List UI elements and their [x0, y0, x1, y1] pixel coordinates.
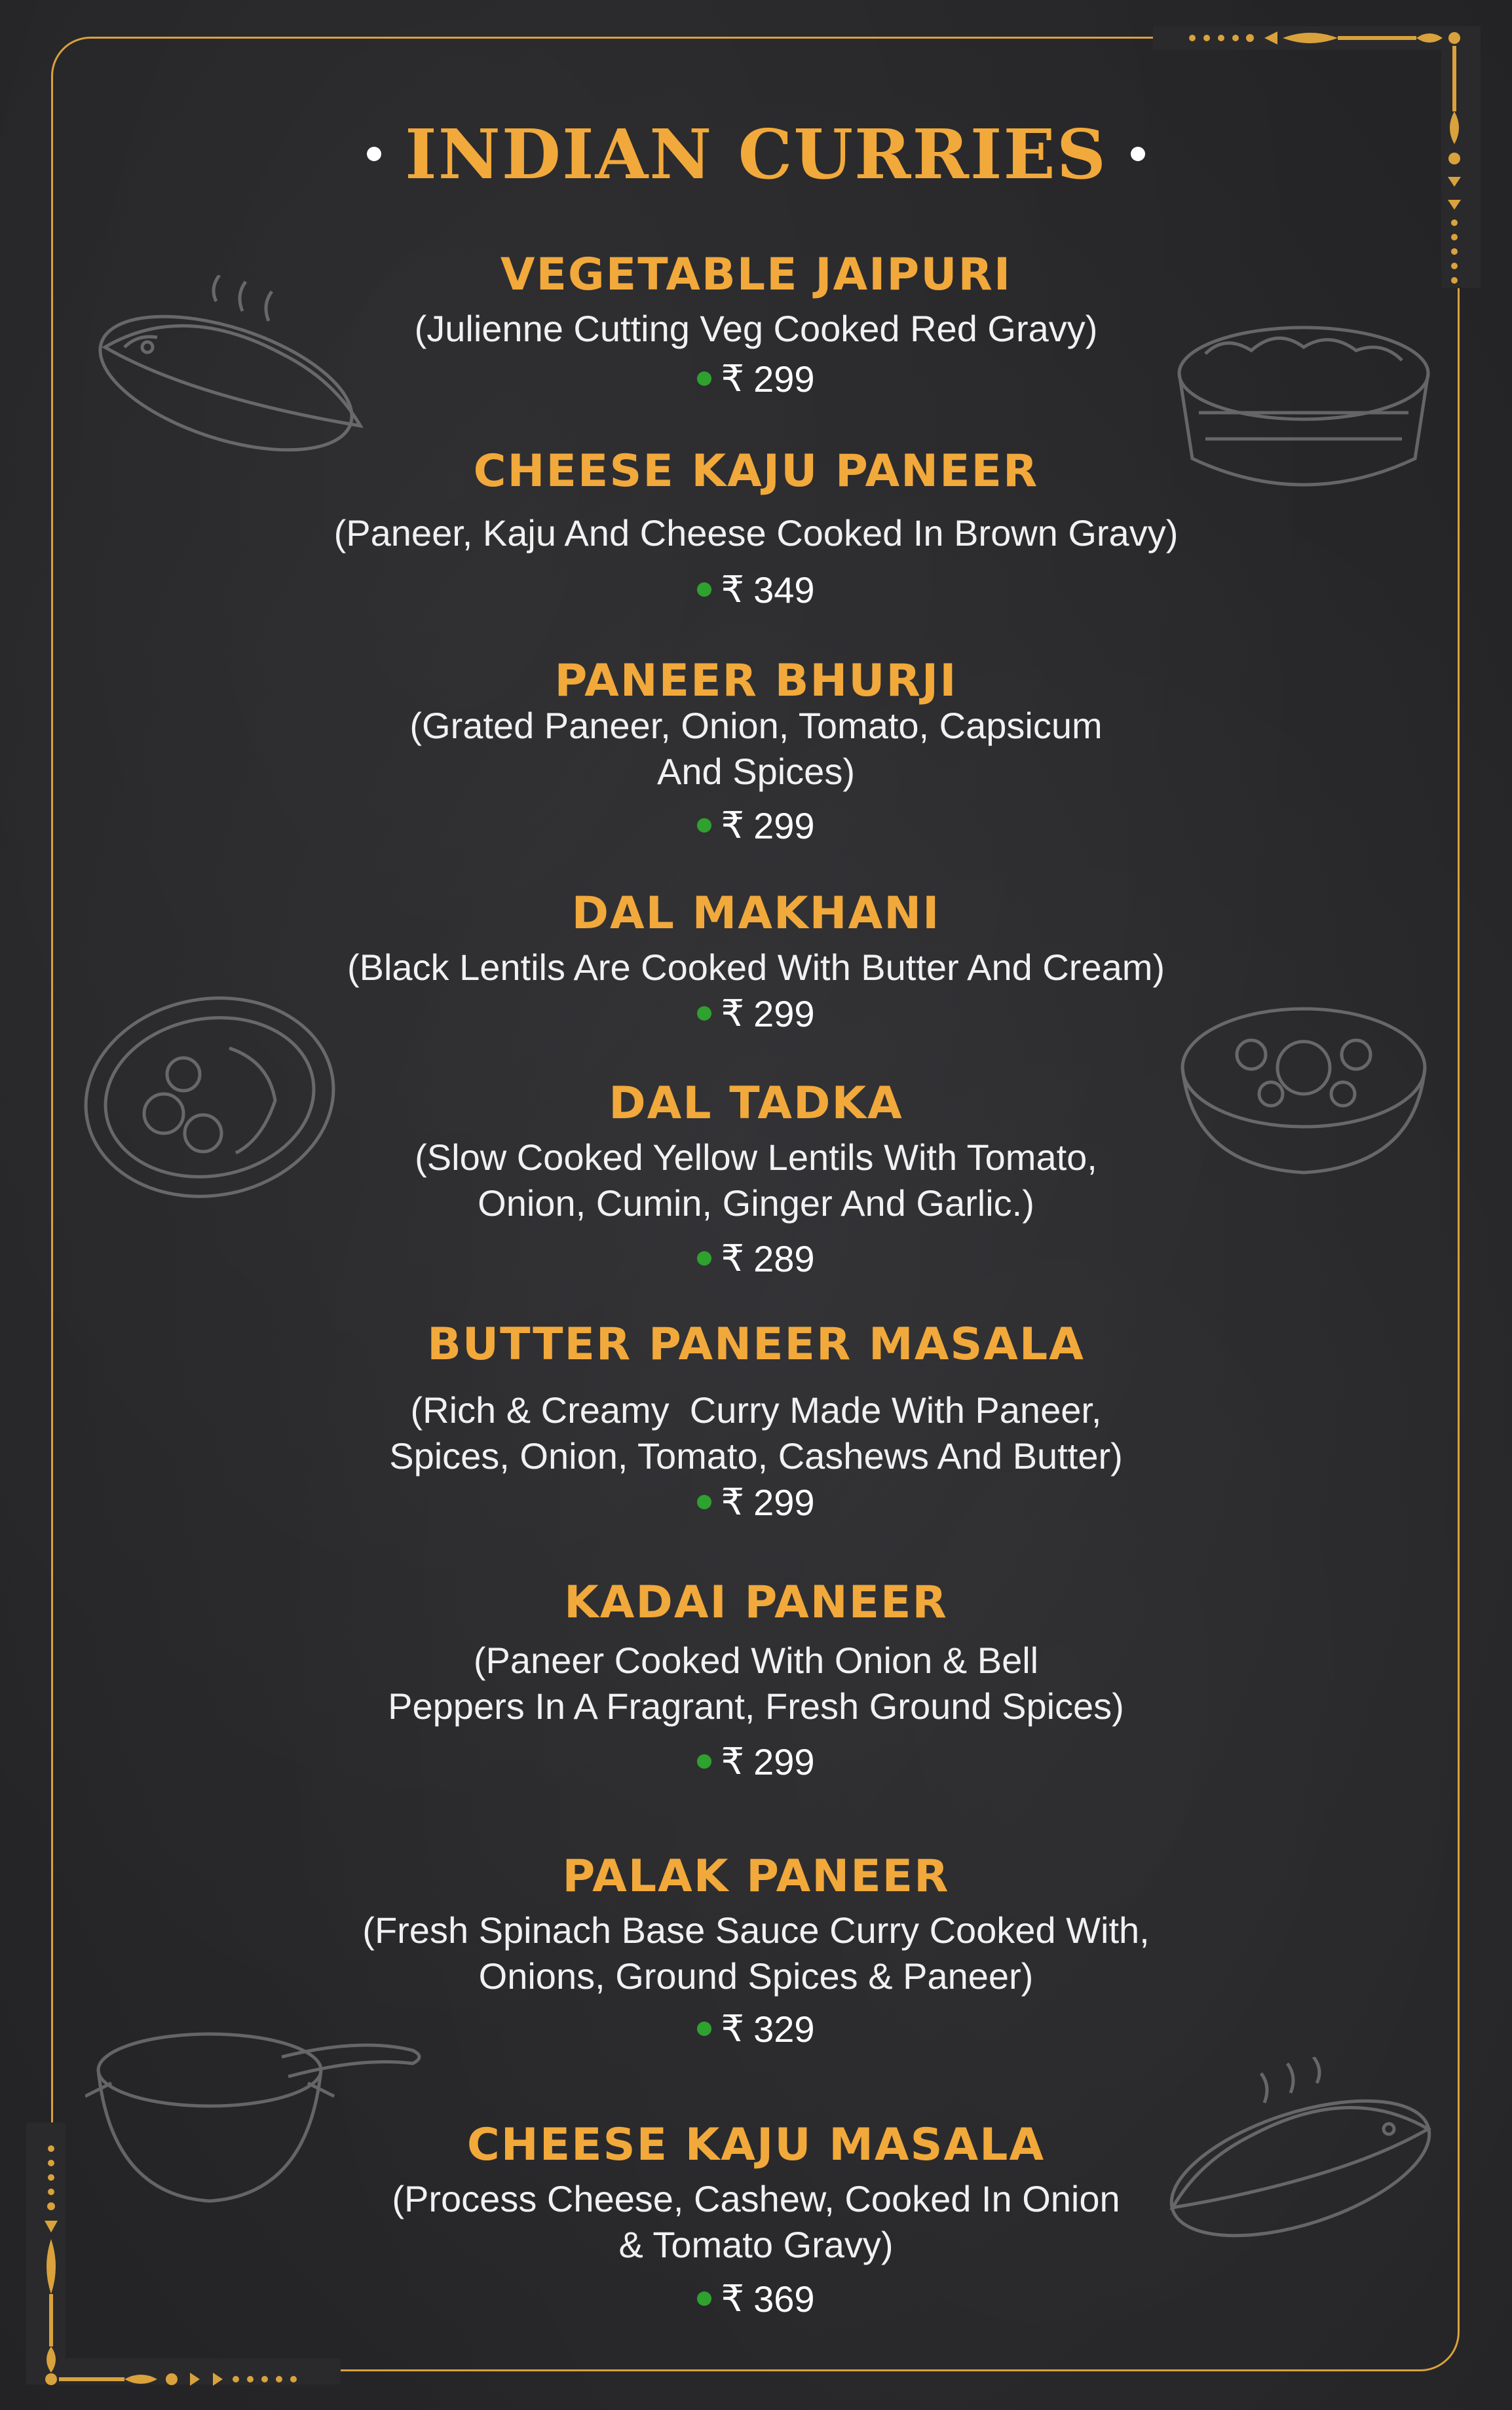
currency-symbol: ₹ — [721, 569, 745, 610]
description-line: Onion, Cumin, Ginger And Garlic.) — [478, 1182, 1034, 1224]
currency-symbol: ₹ — [721, 992, 745, 1034]
item-price: 299 — [753, 1481, 815, 1523]
veg-indicator-icon — [697, 2022, 711, 2036]
currency-symbol: ₹ — [721, 1741, 745, 1782]
veg-indicator-icon — [697, 1251, 711, 1266]
bullet-icon — [367, 147, 381, 161]
description-line: And Spices) — [657, 751, 855, 792]
item-description — [0, 1135, 1512, 1226]
description-line: (Black Lentils Are Cooked With Butter And Cream) — [347, 947, 1165, 988]
price-row — [0, 568, 1512, 611]
veg-indicator-icon — [697, 1754, 711, 1769]
item-name: PALAK PANEER — [562, 1851, 950, 1902]
item-name: PANEER BHURJI — [554, 655, 958, 707]
veg-indicator-icon — [697, 2291, 711, 2306]
veg-indicator-icon — [697, 582, 711, 597]
currency-symbol: ₹ — [721, 1481, 745, 1522]
item-description — [0, 2176, 1512, 2268]
item-name: DAL TADKA — [609, 1078, 903, 1129]
item-description — [0, 1387, 1512, 1479]
bullet-icon — [1131, 147, 1145, 161]
item-description — [0, 945, 1512, 990]
price-row — [0, 804, 1512, 847]
veg-indicator-icon — [697, 1495, 711, 1509]
description-line: (Rich & Creamy Curry Made With Paneer, — [410, 1389, 1102, 1431]
item-description — [0, 306, 1512, 352]
description-line: (Paneer, Kaju And Cheese Cooked In Brown Gravy) — [333, 512, 1179, 554]
item-description — [0, 1908, 1512, 1999]
menu-item — [0, 2116, 1512, 2320]
price-row — [0, 1740, 1512, 1783]
currency-symbol: ₹ — [721, 2008, 745, 2049]
price-row — [0, 992, 1512, 1035]
menu-item — [0, 652, 1512, 847]
price-row — [0, 2277, 1512, 2320]
description-line: & Tomato Gravy) — [618, 2224, 894, 2265]
description-line: (Process Cheese, Cashew, Cooked In Onion — [392, 2178, 1120, 2219]
item-name: DAL MAKHANI — [571, 888, 941, 939]
menu-item — [0, 884, 1512, 1035]
description-line: (Fresh Spinach Base Sauce Curry Cooked With, — [362, 1910, 1150, 1951]
price-row — [0, 1480, 1512, 1524]
description-line: (Paneer Cooked With Onion & Bell — [473, 1640, 1039, 1681]
item-description — [0, 703, 1512, 795]
item-name: CHEESE KAJU PANEER — [473, 445, 1039, 497]
veg-indicator-icon — [697, 1006, 711, 1021]
section-title: INDIAN CURRIES — [405, 113, 1107, 195]
currency-symbol: ₹ — [721, 804, 745, 846]
item-price: 299 — [753, 358, 815, 400]
menu-item — [0, 1573, 1512, 1783]
item-price: 299 — [753, 804, 815, 846]
description-line: (Slow Cooked Yellow Lentils With Tomato, — [415, 1137, 1097, 1178]
item-description — [0, 1638, 1512, 1729]
menu-item — [0, 442, 1512, 611]
description-line: (Grated Paneer, Onion, Tomato, Capsicum — [409, 705, 1103, 746]
menu-item — [0, 1847, 1512, 2050]
currency-symbol: ₹ — [721, 2278, 745, 2319]
currency-symbol: ₹ — [721, 1237, 745, 1279]
item-price: 349 — [753, 569, 815, 611]
item-price: 329 — [753, 2008, 815, 2050]
section-header — [0, 111, 1512, 197]
menu-item — [0, 1315, 1512, 1524]
menu-item — [0, 246, 1512, 400]
description-line: Onions, Ground Spices & Paneer) — [478, 1955, 1034, 1997]
menu-item — [0, 1074, 1512, 1280]
veg-indicator-icon — [697, 818, 711, 833]
item-name: CHEESE KAJU MASALA — [466, 2119, 1046, 2171]
item-price: 369 — [753, 2278, 815, 2320]
item-price: 299 — [753, 1741, 815, 1782]
item-name: KADAI PANEER — [564, 1577, 948, 1629]
description-line: (Julienne Cutting Veg Cooked Red Gravy) — [414, 308, 1098, 349]
item-name: BUTTER PANEER MASALA — [427, 1319, 1085, 1370]
price-row — [0, 2007, 1512, 2050]
price-row — [0, 357, 1512, 400]
description-line: Peppers In A Fragrant, Fresh Ground Spices) — [388, 1685, 1124, 1727]
item-name: VEGETABLE JAIPURI — [500, 249, 1012, 301]
item-description — [0, 510, 1512, 556]
item-price: 289 — [753, 1237, 815, 1279]
price-row — [0, 1237, 1512, 1280]
currency-symbol: ₹ — [721, 358, 745, 399]
item-price: 299 — [753, 992, 815, 1034]
veg-indicator-icon — [697, 371, 711, 386]
description-line: Spices, Onion, Tomato, Cashews And Butter) — [389, 1435, 1123, 1477]
